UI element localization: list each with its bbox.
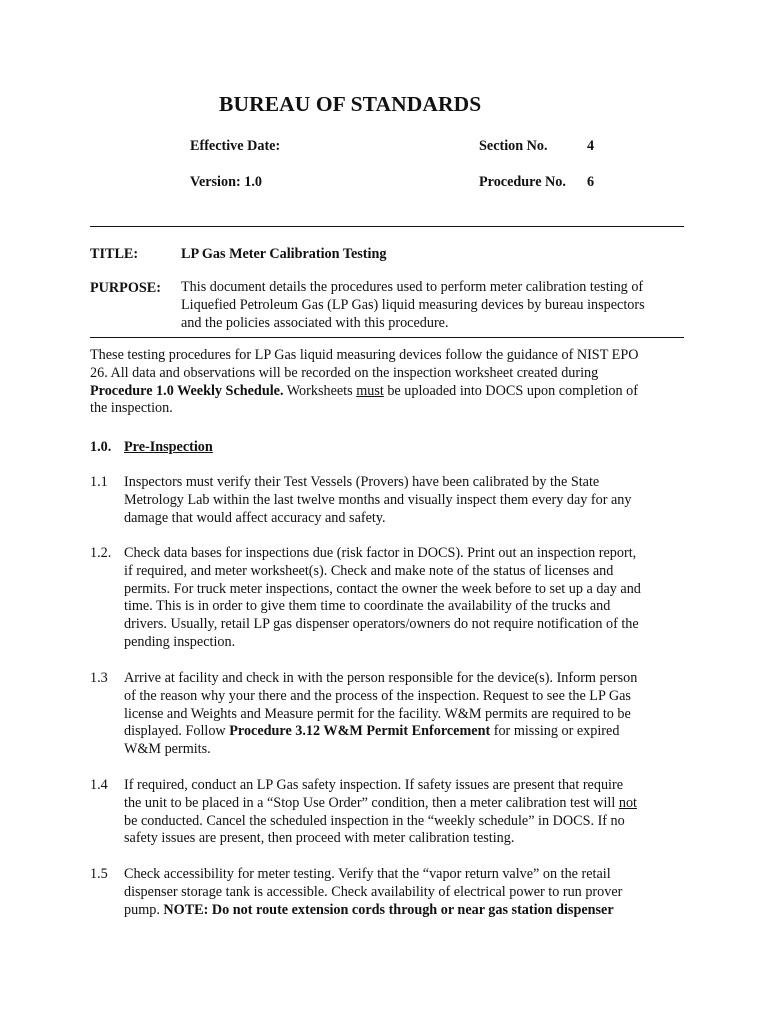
item-number: 1.5 <box>90 866 108 882</box>
item-number: 1.2. <box>90 545 112 561</box>
item-number: 1.3 <box>90 670 108 686</box>
section-label: Section No. <box>479 138 548 154</box>
purpose-text: This document details the procedures used to perform meter calibration testing of Liquefied Petroleum Gas (LP Gas) liquid measuring devices by bureau inspectors and the policies associated with this procedure. <box>181 279 645 331</box>
section-number: 1.0. <box>90 439 112 455</box>
item-1-1-text: Inspectors must verify their Test Vessels (Provers) have been calibrated by the State Metrology Lab within the last twelve months and visually inspect them every day for any damage that would affect accuracy and safety. <box>124 474 632 526</box>
item-number: 1.1 <box>90 474 108 490</box>
item-1-4-text: If required, conduct an LP Gas safety inspection. If safety issues are present that require the unit to be placed in a “Stop Use Order” condition, then a meter calibration test will not be conducted. Cancel the scheduled inspection in the “weekly schedule” in DOCS. If no safety issues are present, then proceed with meter calibration testing. <box>124 777 637 847</box>
procedure-label: Procedure No. <box>479 174 566 190</box>
procedure-value: 6 <box>587 174 595 190</box>
version-label: Version: 1.0 <box>190 174 262 190</box>
item-1-3-text: Arrive at facility and check in with the person responsible for the device(s). Inform person of the reason why your there and the process of the inspection. Request to see the LP Gas license and Weights and Measure permit for the facility. W&M permits are required to be displayed. Follow Procedure 3.12 W&M Permit Enforcement for missing or expired W&M permits. <box>124 670 638 758</box>
intro-paragraph: These testing procedures for LP Gas liquid measuring devices follow the guidance of NIST EPO 26. All data and observations will be recorded on the inspection worksheet created during Procedure 1.0 Weekly Schedule. Worksheets must be uploaded into DOCS upon completion of the inspection. <box>90 347 639 417</box>
section-value: 4 <box>587 138 595 154</box>
title-divider <box>90 337 684 338</box>
header-divider <box>90 226 684 227</box>
purpose-label: PURPOSE: <box>90 280 161 296</box>
title-label: TITLE: <box>90 246 139 262</box>
item-1-5-text: Check accessibility for meter testing. Verify that the “vapor return valve” on the retail dispenser storage tank is accessible. Check availability of electrical power to run prover pump. NOTE: Do not route extension cords through or near gas station dispenser <box>124 866 623 918</box>
effective-date-label: Effective Date: <box>190 138 281 154</box>
item-1-2-text: Check data bases for inspections due (risk factor in DOCS). Print out an inspection report, if required, and meter worksheet(s). Check and make note of the status of licenses and permits. For truck meter inspections, contact the owner the week before to set up a day and time. This is in order to give them time to coordinate the availability of the trucks and drivers. Usually, retail LP gas dispenser operators/owners do not require notification of the pending inspection. <box>124 545 641 650</box>
item-number: 1.4 <box>90 777 108 793</box>
section-heading: Pre-Inspection <box>124 439 213 455</box>
document-title: BUREAU OF STANDARDS <box>219 92 482 116</box>
title-value: LP Gas Meter Calibration Testing <box>181 246 387 262</box>
